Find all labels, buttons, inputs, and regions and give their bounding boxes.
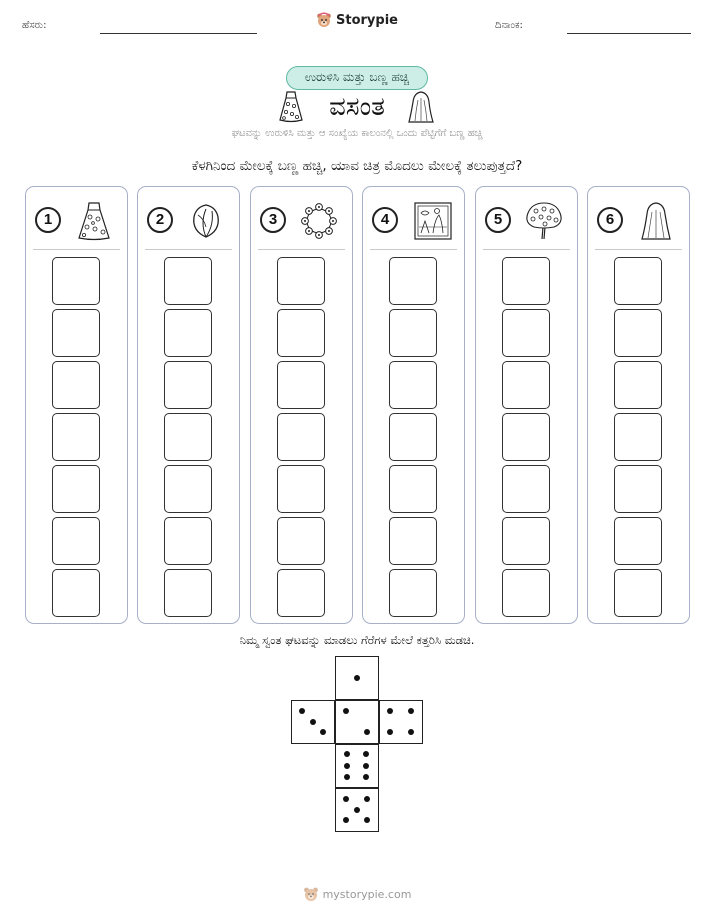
column-number: 2 xyxy=(147,207,173,233)
date-label: ದಿನಾಂಕ: xyxy=(495,20,523,31)
column-divider xyxy=(258,249,345,250)
color-box[interactable] xyxy=(52,309,100,357)
instruction-text: ಘಟವನ್ನು ಉರುಳಿಸಿ ಮತ್ತು ಆ ಸಂಖ್ಯೆಯ ಕಾಲಂನಲ್ಲಿ ಒಂದು ಪೆಟ್ಟಿಗೆಗೆ ಬಣ್ಣ ಹಚ್ಚಿ xyxy=(231,128,483,139)
color-box[interactable] xyxy=(277,309,325,357)
title-row xyxy=(0,90,714,126)
column-header xyxy=(588,201,689,237)
die-pip xyxy=(363,751,369,757)
column-divider xyxy=(33,249,120,250)
color-box[interactable] xyxy=(164,257,212,305)
die-pip xyxy=(408,729,414,735)
die-face-left xyxy=(291,700,335,744)
color-box[interactable] xyxy=(389,309,437,357)
color-box[interactable] xyxy=(277,257,325,305)
color-box[interactable] xyxy=(52,517,100,565)
die-face-bottom xyxy=(335,788,379,832)
page-title: ವಸಂತ xyxy=(329,92,385,122)
die-pip xyxy=(344,751,350,757)
column-divider xyxy=(483,249,570,250)
brand-logo xyxy=(0,12,714,32)
die-pip xyxy=(344,774,350,780)
color-box[interactable] xyxy=(164,309,212,357)
die-pip xyxy=(343,796,349,802)
brand-name: Storypie xyxy=(336,12,398,28)
column-header xyxy=(476,201,577,237)
column-number: 4 xyxy=(372,207,398,233)
color-box[interactable] xyxy=(614,361,662,409)
footer-url: mystorypie.com xyxy=(322,887,412,901)
color-box[interactable] xyxy=(614,569,662,617)
color-box[interactable] xyxy=(52,465,100,513)
veil-icon xyxy=(406,90,436,124)
die-pip xyxy=(343,817,349,823)
die-pip xyxy=(343,708,349,714)
column-6 xyxy=(587,186,690,624)
spring-scene-icon xyxy=(409,201,453,241)
color-box[interactable] xyxy=(502,465,550,513)
die-pip xyxy=(363,763,369,769)
column-number: 5 xyxy=(485,207,511,233)
color-box[interactable] xyxy=(164,569,212,617)
color-box[interactable] xyxy=(52,257,100,305)
column-4 xyxy=(362,186,465,624)
color-box[interactable] xyxy=(614,309,662,357)
die-pip xyxy=(364,729,370,735)
subtitle-pill: ಉರುಳಿಸಿ ಮತ್ತು ಬಣ್ಣ ಹಚ್ಚಿ xyxy=(286,66,428,90)
fold-instruction: ನಿಮ್ಮ ಸ್ವಂತ ಘಟವನ್ನು ಮಾಡಲು ಗೆರೆಗಳ ಮೇಲೆ ಕತ್ತರಿಸಿ ಮಡಚಿ. xyxy=(239,633,475,647)
color-box[interactable] xyxy=(389,361,437,409)
die-pip xyxy=(320,729,326,735)
column-divider xyxy=(595,249,682,250)
color-box[interactable] xyxy=(277,569,325,617)
die-pip xyxy=(387,708,393,714)
color-box[interactable] xyxy=(277,361,325,409)
color-box[interactable] xyxy=(502,413,550,461)
die-face-center xyxy=(335,700,379,744)
name-line[interactable] xyxy=(100,33,257,34)
color-box[interactable] xyxy=(164,413,212,461)
color-box[interactable] xyxy=(164,517,212,565)
color-box[interactable] xyxy=(389,569,437,617)
die-pip xyxy=(354,807,360,813)
color-box[interactable] xyxy=(502,517,550,565)
die-pip xyxy=(354,675,360,681)
column-number: 1 xyxy=(35,207,61,233)
bear-icon xyxy=(303,886,319,902)
footer xyxy=(0,886,714,906)
column-header xyxy=(363,201,464,237)
color-box[interactable] xyxy=(614,257,662,305)
column-number: 6 xyxy=(597,207,623,233)
die-pip xyxy=(310,719,316,725)
column-2 xyxy=(137,186,240,624)
die-face-lower xyxy=(335,744,379,788)
color-box[interactable] xyxy=(389,257,437,305)
color-box[interactable] xyxy=(502,257,550,305)
color-box[interactable] xyxy=(502,309,550,357)
flower-bud-icon xyxy=(184,201,228,241)
color-box[interactable] xyxy=(389,465,437,513)
die-face-right xyxy=(379,700,423,744)
color-box[interactable] xyxy=(164,465,212,513)
die-pip xyxy=(408,708,414,714)
column-number: 3 xyxy=(260,207,286,233)
die-face-top xyxy=(335,656,379,700)
veil-icon xyxy=(634,201,678,241)
column-header xyxy=(26,201,127,237)
color-box[interactable] xyxy=(164,361,212,409)
name-label: ಹೆಸರು: xyxy=(22,20,47,31)
question-text: ಕೆಳಗಿನಿಂದ ಮೇಲಕ್ಕೆ ಬಣ್ಣ ಹಚ್ಚಿ, ಯಾವ ಚಿತ್ರ ಮೊದಲು ಮೇಲಕ್ಕೆ ತಲುಪುತ್ತದೆ? xyxy=(191,158,523,174)
color-box[interactable] xyxy=(277,413,325,461)
flower-wreath-icon xyxy=(297,201,341,241)
die-pip xyxy=(299,708,305,714)
color-box[interactable] xyxy=(614,517,662,565)
die-pip xyxy=(364,796,370,802)
column-divider xyxy=(370,249,457,250)
column-header xyxy=(251,201,352,237)
color-box[interactable] xyxy=(502,361,550,409)
column-divider xyxy=(145,249,232,250)
dress-icon xyxy=(72,201,116,241)
color-box[interactable] xyxy=(52,361,100,409)
color-box[interactable] xyxy=(389,413,437,461)
column-3 xyxy=(250,186,353,624)
column-header xyxy=(138,201,239,237)
die-pip xyxy=(387,729,393,735)
blossom-tree-icon xyxy=(522,201,566,241)
color-box[interactable] xyxy=(277,465,325,513)
color-box[interactable] xyxy=(277,517,325,565)
column-1 xyxy=(25,186,128,624)
color-box[interactable] xyxy=(389,517,437,565)
die-pip xyxy=(364,817,370,823)
date-line[interactable] xyxy=(567,33,691,34)
color-box[interactable] xyxy=(52,413,100,461)
die-pip xyxy=(344,763,350,769)
bear-icon xyxy=(316,12,332,28)
die-pip xyxy=(363,774,369,780)
color-box[interactable] xyxy=(52,569,100,617)
column-5 xyxy=(475,186,578,624)
color-box[interactable] xyxy=(502,569,550,617)
color-box[interactable] xyxy=(614,413,662,461)
color-box[interactable] xyxy=(614,465,662,513)
